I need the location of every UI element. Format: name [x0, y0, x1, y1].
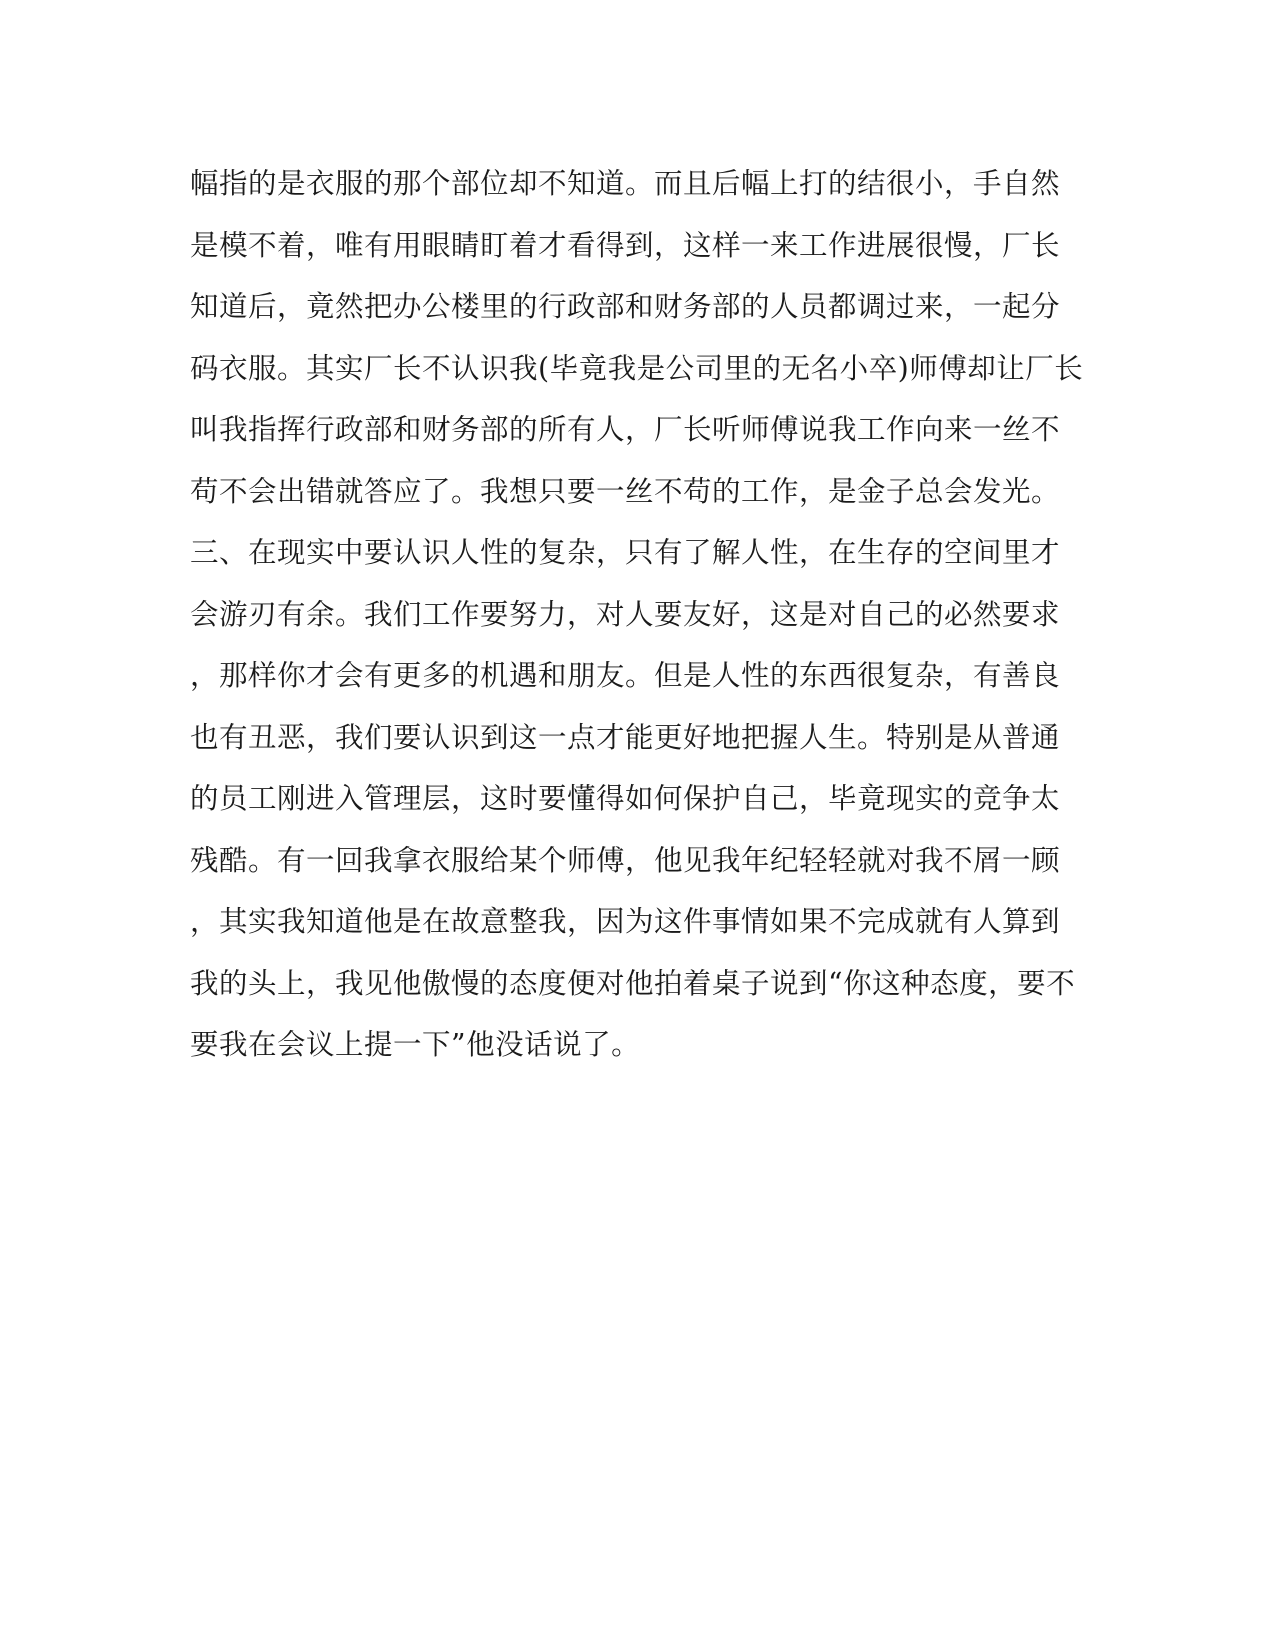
text-line: 苟不会出错就答应了。我想只要一丝不苟的工作，是金子总会发光。 [190, 474, 1061, 508]
text-line: 会游刃有余。我们工作要努力，对人要友好，这是对自己的必然要求 [190, 597, 1061, 631]
text-line: 要我在会议上提一下”他没话说了。 [190, 1028, 641, 1061]
body-text [190, 164, 1090, 1087]
text-line: 码衣服。其实厂长不认识我(毕竟我是公司里的无名小卒)师傅却让厂长 [190, 351, 1084, 385]
text-line: 幅指的是衣服的那个部位却不知道。而且后幅上打的结很小，手自然 [190, 167, 1061, 200]
text-line: 也有丑恶，我们要认识到这一点才能更好地把握人生。特别是从普通 [190, 720, 1061, 754]
text-line: 三、在现实中要认识人性的复杂，只有了解人性，在生存的空间里才 [190, 536, 1061, 569]
text-line: 残酷。有一回我拿衣服给某个师傅，他见我年纪轻轻就对我不屑一顾 [190, 843, 1061, 877]
text-line: 是模不着，唯有用眼睛盯着才看得到，这样一来工作进展很慢，厂长 [190, 228, 1061, 262]
text-line: 知道后，竟然把办公楼里的行政部和财务部的人员都调过来，一起分 [190, 290, 1061, 323]
text-line: ，其实我知道他是在故意整我，因为这件事情如果不完成就有人算到 [190, 905, 1061, 938]
text-line: ，那样你才会有更多的机遇和朋友。但是人性的东西很复杂，有善良 [190, 659, 1061, 692]
text-line: 的员工刚进入管理层，这时要懂得如何保护自己，毕竟现实的竞争太 [190, 782, 1061, 815]
text-line: 我的头上，我见他傲慢的态度便对他拍着桌子说到“你这种态度，要不 [190, 966, 1076, 1000]
text-line: 叫我指挥行政部和财务部的所有人，厂长听师傅说我工作向来一丝不 [190, 413, 1061, 446]
